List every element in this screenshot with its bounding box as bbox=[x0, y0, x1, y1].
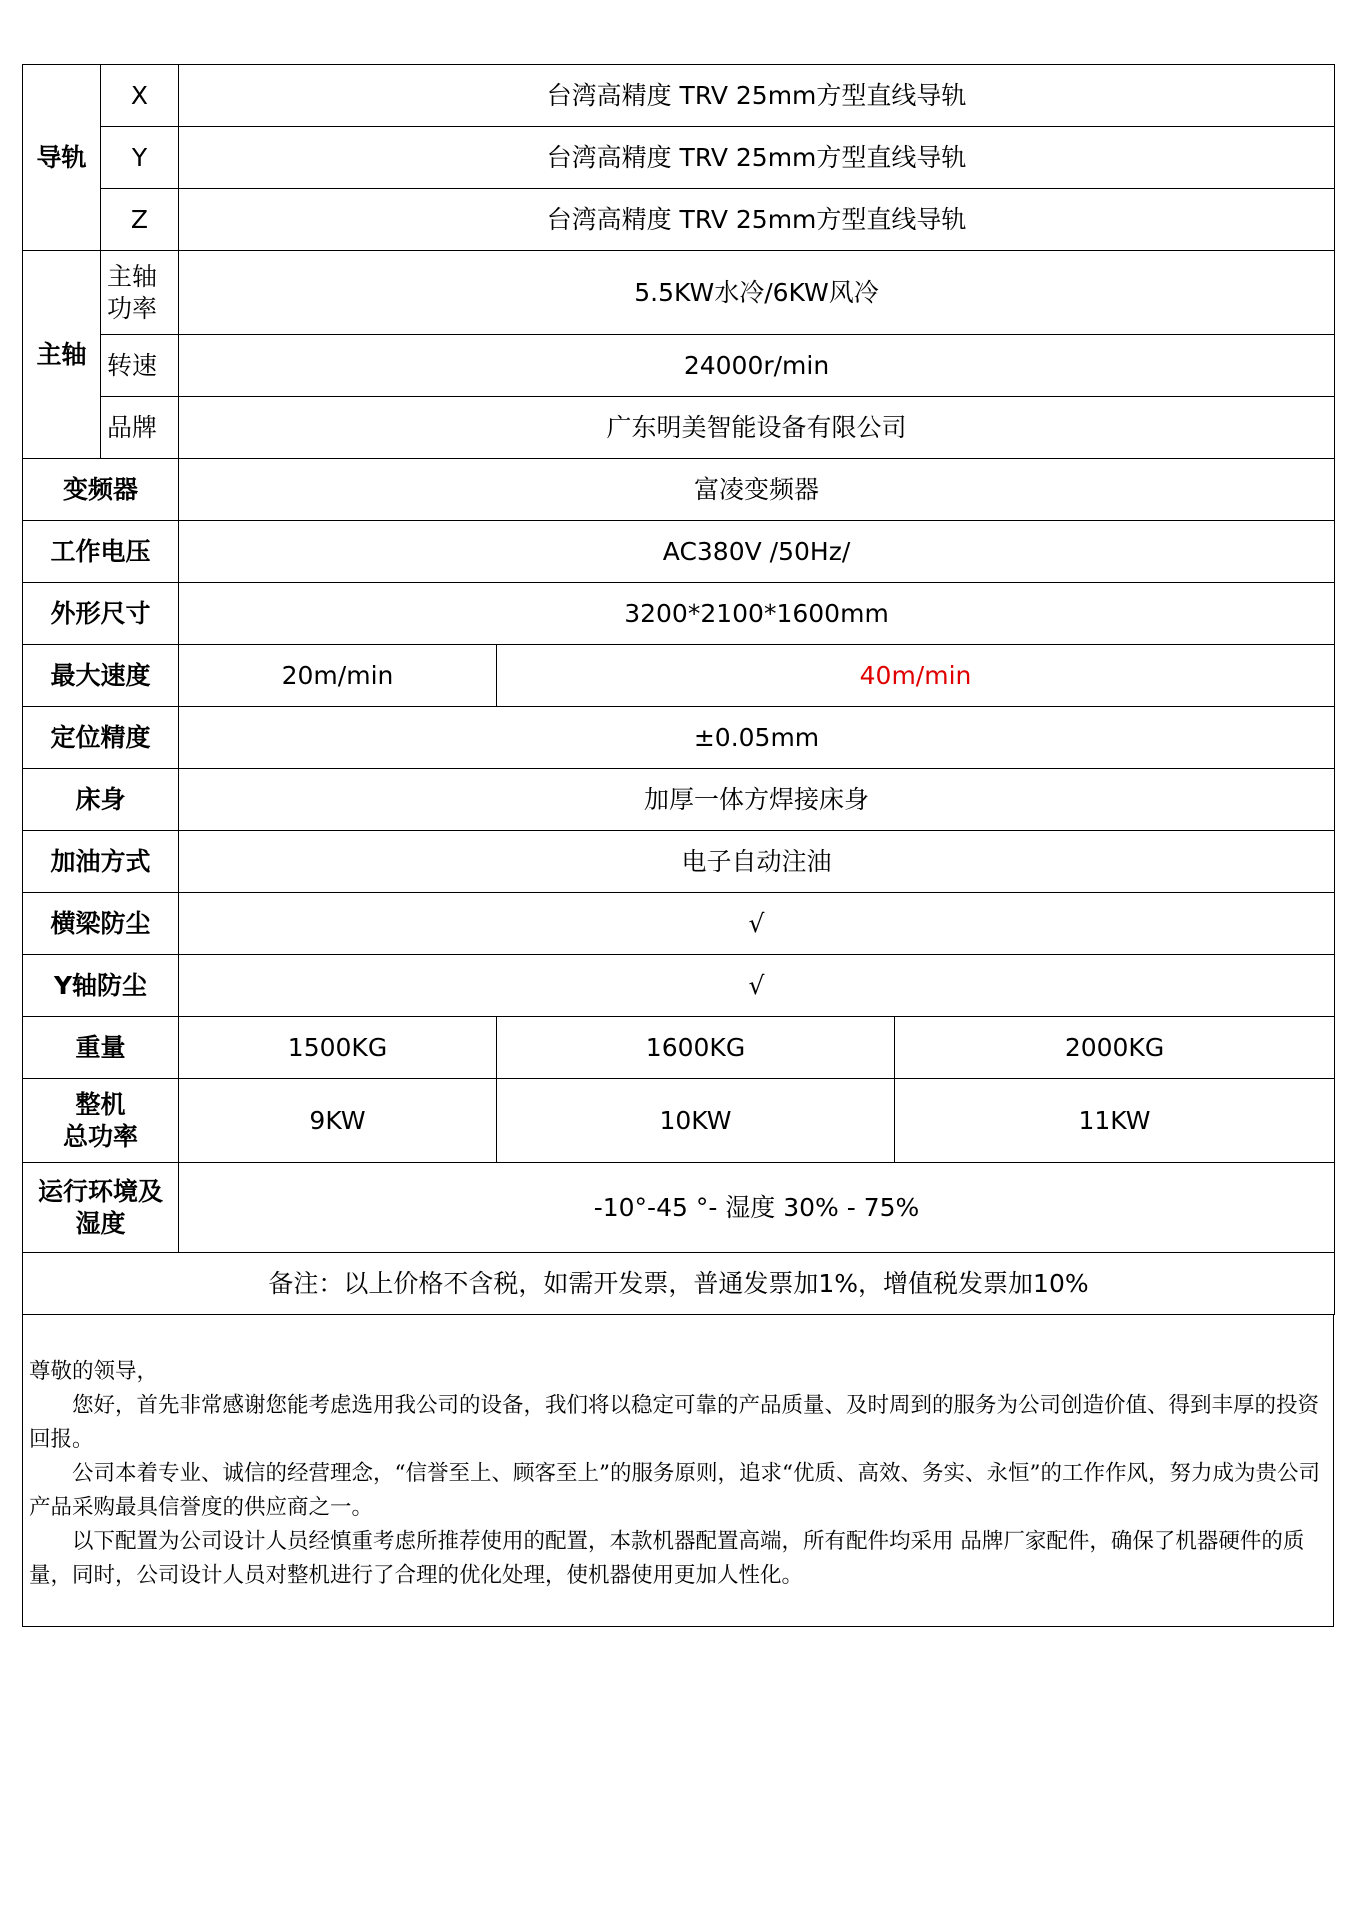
table-row bbox=[23, 335, 1335, 397]
environment-label bbox=[23, 1163, 179, 1253]
max-speed-value-2: 40m/min bbox=[497, 645, 1335, 707]
beam-dust-check: √ bbox=[179, 893, 1335, 955]
table-row bbox=[23, 251, 1335, 335]
positioning-label: 定位精度 bbox=[23, 707, 179, 769]
spindle-speed-value: 24000r/min bbox=[179, 335, 1335, 397]
guide-rail-value: 台湾高精度 TRV 25mm方型直线导轨 bbox=[179, 127, 1335, 189]
dimensions-label: 外形尺寸 bbox=[23, 583, 179, 645]
voltage-label: 工作电压 bbox=[23, 521, 179, 583]
table-row bbox=[23, 955, 1335, 1017]
weight-value: 1600KG bbox=[497, 1017, 895, 1079]
total-power-value: 10KW bbox=[497, 1079, 895, 1163]
table-row bbox=[23, 1079, 1335, 1163]
intro-paragraph: 以下配置为公司设计人员经慎重考虑所推荐使用的配置，本款机器配置高端，所有配件均采用 品牌厂家配件，确保了机器硬件的质量，同时，公司设计人员对整机进行了合理的优化处理，使机器使用更加人性化。 bbox=[29, 1529, 1305, 1588]
total-power-label-line1: 整机 bbox=[75, 1089, 126, 1119]
table-row bbox=[23, 769, 1335, 831]
beam-dust-label: 横梁防尘 bbox=[23, 893, 179, 955]
total-power-value: 11KW bbox=[895, 1079, 1335, 1163]
weight-value: 2000KG bbox=[895, 1017, 1335, 1079]
axis-label: Y bbox=[101, 127, 179, 189]
guide-rail-value: 台湾高精度 TRV 25mm方型直线导轨 bbox=[179, 189, 1335, 251]
environment-value: -10°-45 °- 湿度 30% - 75% bbox=[179, 1163, 1335, 1253]
spindle-power-label: 主轴功率 bbox=[101, 251, 179, 335]
weight-value: 1500KG bbox=[179, 1017, 497, 1079]
table-row bbox=[23, 521, 1335, 583]
table-row bbox=[23, 459, 1335, 521]
environment-label-line1: 运行环境及 bbox=[37, 1176, 163, 1206]
total-power-label-line2: 总功率 bbox=[62, 1121, 138, 1151]
axis-label: Z bbox=[101, 189, 179, 251]
environment-label-line2: 湿度 bbox=[75, 1208, 126, 1238]
spec-table bbox=[22, 64, 1335, 1315]
guide-rail-value: 台湾高精度 TRV 25mm方型直线导轨 bbox=[179, 65, 1335, 127]
max-speed-label: 最大速度 bbox=[23, 645, 179, 707]
table-row bbox=[23, 1163, 1335, 1253]
table-row bbox=[23, 1253, 1335, 1315]
spindle-label: 主轴 bbox=[23, 251, 101, 459]
table-row bbox=[23, 397, 1335, 459]
table-row bbox=[23, 645, 1335, 707]
spindle-brand-value: 广东明美智能设备有限公司 bbox=[179, 397, 1335, 459]
intro-greeting: 尊敬的领导， bbox=[29, 1359, 159, 1384]
table-row bbox=[23, 189, 1335, 251]
oiling-value: 电子自动注油 bbox=[179, 831, 1335, 893]
positioning-value: ±0.05mm bbox=[179, 707, 1335, 769]
table-row bbox=[23, 65, 1335, 127]
total-power-label bbox=[23, 1079, 179, 1163]
weight-label: 重量 bbox=[23, 1017, 179, 1079]
table-row bbox=[23, 583, 1335, 645]
guide-rail-label: 导轨 bbox=[23, 65, 101, 251]
table-row bbox=[23, 893, 1335, 955]
axis-label: X bbox=[101, 65, 179, 127]
bed-label: 床身 bbox=[23, 769, 179, 831]
table-row bbox=[23, 127, 1335, 189]
bed-value: 加厚一体方焊接床身 bbox=[179, 769, 1335, 831]
oiling-label: 加油方式 bbox=[23, 831, 179, 893]
spindle-speed-label: 转速 bbox=[101, 335, 179, 397]
spec-sheet bbox=[22, 64, 1334, 1627]
y-dust-label: Y轴防尘 bbox=[23, 955, 179, 1017]
inverter-value: 富凌变频器 bbox=[179, 459, 1335, 521]
spindle-brand-label: 品牌 bbox=[101, 397, 179, 459]
table-row bbox=[23, 707, 1335, 769]
table-row bbox=[23, 1017, 1335, 1079]
remark: 备注：以上价格不含税，如需开发票，普通发票加1%，增值税发票加10% bbox=[23, 1253, 1335, 1315]
table-row bbox=[23, 831, 1335, 893]
inverter-label: 变频器 bbox=[23, 459, 179, 521]
dimensions-value: 3200*2100*1600mm bbox=[179, 583, 1335, 645]
total-power-value: 9KW bbox=[179, 1079, 497, 1163]
y-dust-check: √ bbox=[179, 955, 1335, 1017]
intro-paragraph: 您好，首先非常感谢您能考虑选用我公司的设备，我们将以稳定可靠的产品质量、及时周到的服务为公司创造价值、得到丰厚的投资回报。 bbox=[29, 1393, 1320, 1452]
intro-letter bbox=[22, 1315, 1334, 1627]
voltage-value: AC380V /50Hz/ bbox=[179, 521, 1335, 583]
spindle-power-value: 5.5KW水冷/6KW风冷 bbox=[179, 251, 1335, 335]
intro-paragraph: 公司本着专业、诚信的经营理念，“信誉至上、顾客至上”的服务原则，追求“优质、高效、务实、永恒”的工作作风，努力成为贵公司产品采购最具信誉度的供应商之一。 bbox=[29, 1461, 1320, 1520]
max-speed-value-1: 20m/min bbox=[179, 645, 497, 707]
